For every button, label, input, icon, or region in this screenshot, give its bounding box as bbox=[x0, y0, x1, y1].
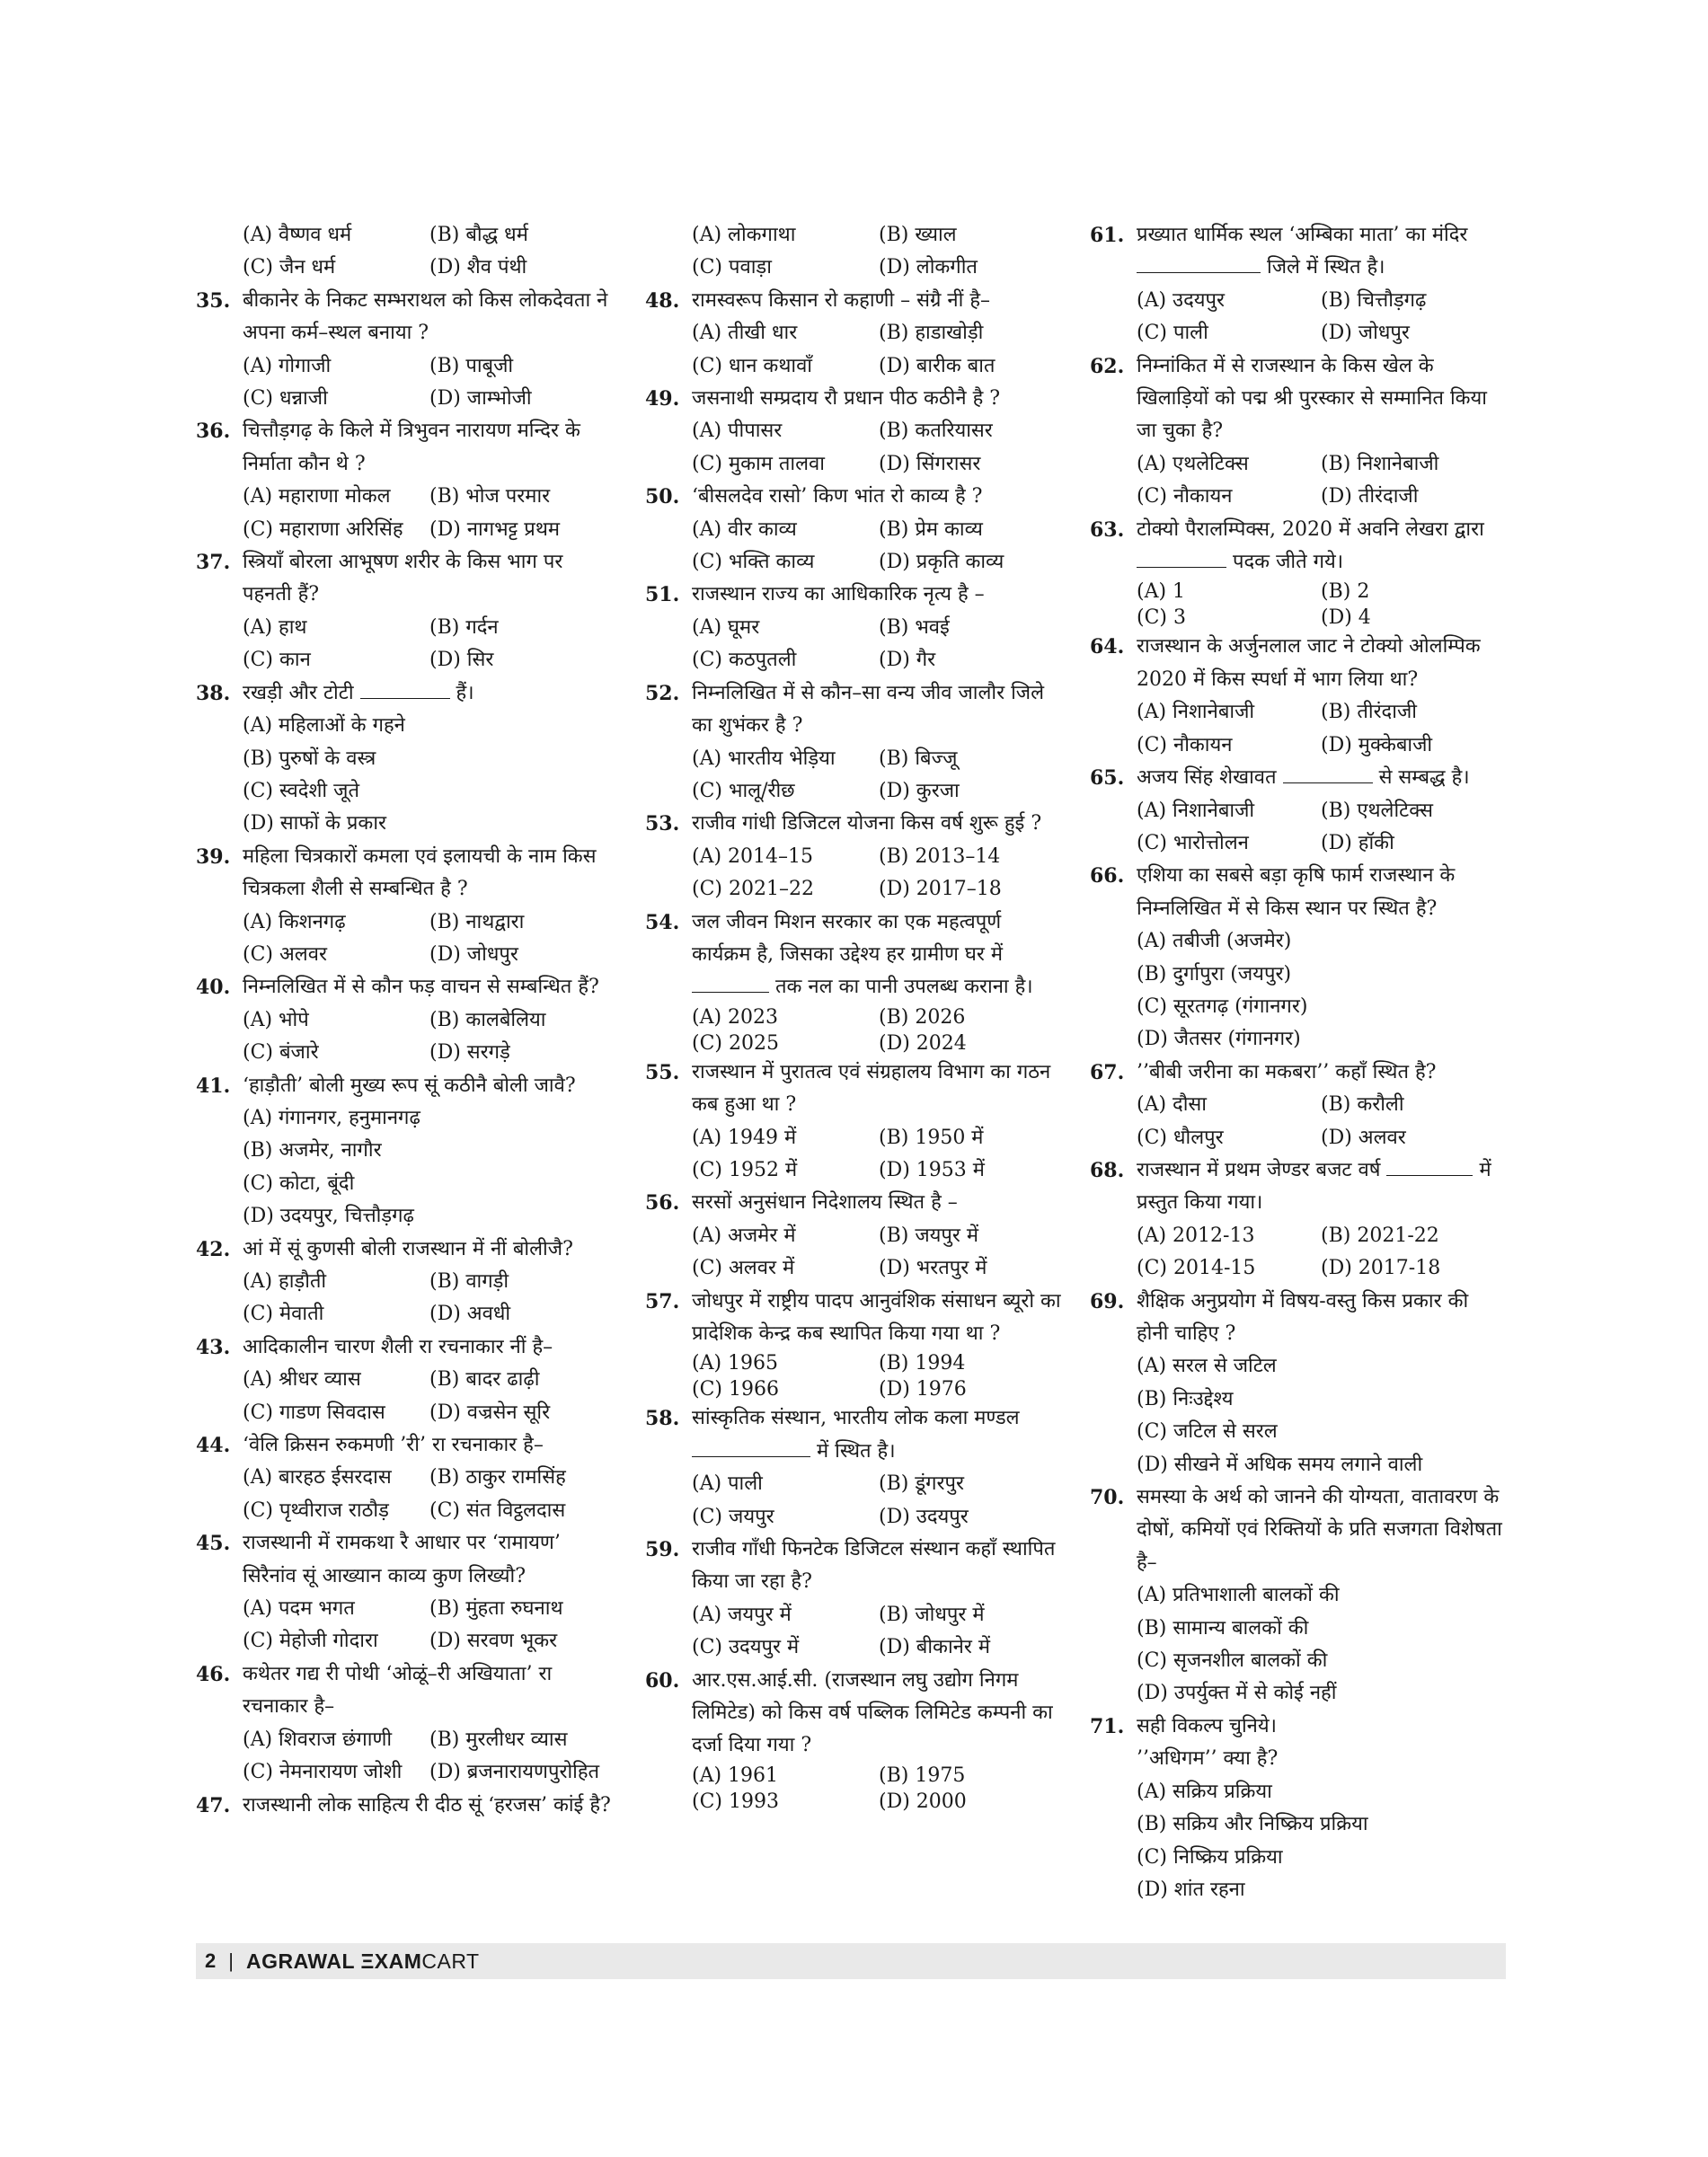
question-69: 69. शैक्षिक अनुप्रयोग में विषय-वस्तु किस प्रकार की होनी चाहिए ? (A) सरल से जटिल (B) निःउद्देश्य (C) जटिल से सरल (D) सीखने में अधिक समय लगाने वाली bbox=[1090, 1286, 1505, 1481]
option: (C) अलवर bbox=[243, 942, 327, 966]
option: (C) 3 bbox=[1137, 606, 1186, 630]
option: (B) सक्रिय और निष्क्रिय प्रक्रिया bbox=[1137, 1813, 1368, 1836]
option: (C) बंजारे bbox=[243, 1041, 319, 1065]
option: (A) महिलाओं के गहने bbox=[243, 714, 405, 738]
option: (D) 2017–18 bbox=[879, 878, 1002, 901]
option: (B) भोज परमार bbox=[429, 485, 551, 508]
question-text: आदिकालीन चारण शैली रा रचनाकार नीं है– bbox=[243, 1335, 553, 1358]
question-text: एशिया का सबसे बड़ा कृषि फार्म राजस्थान के निम्नलिखित में से किस स्थान पर स्थित है? bbox=[1137, 864, 1456, 920]
question-38: 38. रखड़ी और टोटी हैं। (A) महिलाओं के गहने (B) पुरुषों के वस्त्र (C) स्वदेशी जूते (D) साफों के प्रकार bbox=[196, 677, 616, 841]
question-48: 48. रामस्वरूप किसान रो कहाणी – संग्रै नीं है– (A) तीखी धार (B) हाडाखोड़ी (C) धान कथावाँ (D) बारीक बात bbox=[645, 285, 1066, 383]
option: (A) गोगाजी bbox=[243, 354, 332, 377]
option: (B) सामान्य बालकों की bbox=[1137, 1616, 1309, 1640]
option: (B) निःउद्देश्य bbox=[1137, 1387, 1234, 1410]
question-68: 68. राजस्थान में प्रथम जेण्डर बजट वर्ष में प्रस्तुत किया गया। (A) 2012-13 (B) 2021-22 (C) 2014-15 (D) 2017-18 bbox=[1090, 1154, 1505, 1286]
option: (A) निशानेबाजी bbox=[1137, 701, 1255, 724]
question-34-options bbox=[196, 219, 616, 285]
option: (D) शैव पंथी bbox=[429, 256, 527, 279]
question-text: टोक्यो पैरालम्पिक्स, 2020 में अवनि लेखरा द्वारा पदक जीते गये। bbox=[1137, 517, 1484, 574]
option: (C) नेमनारायण जोशी bbox=[243, 1761, 403, 1784]
option: (D) 1976 bbox=[879, 1378, 967, 1401]
option: (D) भरतपुर में bbox=[879, 1257, 987, 1280]
question-text: ‘बीसलदेव रासो’ किण भांत रो काव्य है ? bbox=[692, 485, 983, 508]
option: (A) श्रीधर व्यास bbox=[243, 1368, 361, 1392]
question-text: निम्नलिखित में से कौन–सा वन्य जीव जालौर जिले का शुभंकर है ? bbox=[692, 681, 1045, 738]
option: (D) जोधपुर bbox=[1321, 322, 1410, 345]
option: (B) 1975 bbox=[879, 1764, 966, 1787]
option: (A) हाथ bbox=[243, 615, 307, 639]
option: (D) लोकगीत bbox=[879, 256, 978, 279]
option: (B) डूंगरपुर bbox=[879, 1472, 964, 1496]
option: (B) बिज्जू bbox=[879, 747, 958, 770]
option: (D) मुक्केबाजी bbox=[1321, 733, 1433, 756]
option: (C) 2021–22 bbox=[692, 878, 814, 901]
question-42: 42. आं में सूं कुणसी बोली राजस्थान में नीं बोलीजै? (A) हाड़ौती (B) वागड़ी (C) मेवाती (D) अवधी bbox=[196, 1233, 616, 1331]
option: (C) जयपुर bbox=[692, 1505, 774, 1528]
option: (C) 1993 bbox=[692, 1790, 779, 1813]
option: (A) दौसा bbox=[1137, 1093, 1207, 1117]
option: (D) कुरजा bbox=[879, 779, 960, 802]
question-text: राजस्थान में पुरातत्व एवं संग्रहालय विभाग का गठन कब हुआ था ? bbox=[692, 1060, 1051, 1117]
option: (D) 2000 bbox=[879, 1790, 967, 1813]
option: (B) ख्याल bbox=[879, 224, 957, 246]
question-37: 37. स्त्रियाँ बोरला आभूषण शरीर के किस भाग पर पहनती हैं? (A) हाथ (B) गर्दन (C) कान (D) सिर bbox=[196, 546, 616, 677]
question-text: राजस्थान राज्य का आधिकारिक नृत्य है – bbox=[692, 583, 985, 606]
option: (B) मुरलीधर व्यास bbox=[429, 1728, 568, 1751]
option: (D) 2024 bbox=[879, 1031, 967, 1055]
option: (D) ब्रजनारायणपुरोहित bbox=[429, 1761, 600, 1784]
option: (D) जाम्भोजी bbox=[429, 387, 532, 411]
option: (D) हॉकी bbox=[1321, 831, 1394, 854]
option: (A) घूमर bbox=[692, 615, 760, 639]
option: (C) 2014-15 bbox=[1137, 1257, 1256, 1280]
option: (A) शिवराज छंगाणी bbox=[243, 1728, 393, 1751]
column-1 bbox=[196, 219, 616, 1822]
question-text: ’’बीबी जरीना का मकबरा’’ कहाँ स्थित है? bbox=[1137, 1060, 1437, 1083]
option: (A) उदयपुर bbox=[1137, 288, 1226, 312]
option: (A) पाली bbox=[692, 1472, 763, 1496]
question-text: राजस्थान के अर्जुनलाल जाट ने टोक्यो ओलम्पिक 2020 में किस स्पर्धा में भाग लिया था? bbox=[1137, 635, 1481, 691]
option: (A) वीर काव्य bbox=[692, 517, 797, 541]
option: (D) सीखने में अधिक समय लगाने वाली bbox=[1137, 1453, 1423, 1476]
option: (B) एथलेटिक्स bbox=[1321, 799, 1433, 822]
question-71: 71. सही विकल्प चुनिये। ’’अधिगम’’ क्या है? (A) सक्रिय प्रक्रिया (B) सक्रिय और निष्क्रिय प्रक्रिया (C) निष्क्रिय प्रक्रिया (D) शांत रहना bbox=[1090, 1711, 1505, 1906]
fill-blank bbox=[1137, 549, 1226, 568]
question-46: 46. कथेतर गद्य री पोथी ‘ओळूं–री अखियाता’ रा रचनाकार है– (A) शिवराज छंगाणी (B) मुरलीधर व्यास (C) नेमनारायण जोशी (D) ब्रजनारायणपुरोहित bbox=[196, 1658, 616, 1790]
option: (C) धन्नाजी bbox=[243, 387, 328, 411]
question-39: 39. महिला चित्रकारों कमला एवं इलायची के नाम किस चित्रकला शैली से सम्बन्धित है ? (A) किशनगढ़ (B) नाथद्वारा (C) अलवर (D) जोधपुर bbox=[196, 841, 616, 972]
option: (C) अलवर में bbox=[692, 1257, 795, 1280]
option: (A) किशनगढ़ bbox=[243, 910, 346, 933]
option: (A) वैष्णव धर्म bbox=[243, 224, 352, 246]
option: (A) पदम भगत bbox=[243, 1597, 355, 1621]
option: (A) जयपुर में bbox=[692, 1603, 792, 1626]
option: (D) उपर्युक्त में से कोई नहीं bbox=[1137, 1682, 1337, 1705]
question-67: 67. ’’बीबी जरीना का मकबरा’’ कहाँ स्थित है? (A) दौसा (B) करौली (C) धौलपुर (D) अलवर bbox=[1090, 1056, 1505, 1154]
option: (C) मुकाम तालवा bbox=[692, 452, 825, 475]
question-49: 49. जसनाथी सम्प्रदाय रौ प्रधान पीठ कठीनै है ? (A) पीपासर (B) कतरियासर (C) मुकाम तालवा (D) सिंगरासर bbox=[645, 383, 1066, 481]
fill-blank bbox=[360, 680, 450, 699]
option: (D) सरवण भूकर bbox=[429, 1630, 558, 1653]
option: (B) गर्दन bbox=[429, 615, 499, 639]
fill-blank bbox=[1386, 1157, 1473, 1176]
option: (B) चित्तौड़गढ़ bbox=[1321, 288, 1427, 312]
question-text: बीकानेर के निकट सम्भराथल को किस लोकदेवता ने अपना कर्म–स्थल बनाया ? bbox=[243, 288, 608, 345]
question-61: 61. प्रख्यात धार्मिक स्थल ‘अम्बिका माता’ का मंदिर जिले में स्थित है। (A) उदयपुर (B) चित्तौड़गढ़ (C) पाली (D) जोधपुर bbox=[1090, 219, 1505, 350]
question-54: 54. जल जीवन मिशन सरकार का एक महत्वपूर्ण कार्यक्रम है, जिसका उद्देश्य हर ग्रामीण घर में तक नल का पानी उपलब्ध कराना है। (A) 2023 (B) 2026 (C) 2025 (D) 2024 bbox=[645, 906, 1066, 1056]
brand-logo: AGRAWAL ΞXAMCART bbox=[245, 1949, 480, 1973]
option: (B) पुरुषों के वस्त्र bbox=[243, 747, 376, 770]
option: (D) 1953 में bbox=[879, 1158, 985, 1181]
option: (D) वज्रसेन सूरि bbox=[429, 1401, 551, 1424]
option: (C) 1966 bbox=[692, 1378, 779, 1401]
option: (C) स्वदेशी जूते bbox=[243, 779, 359, 802]
column-3 bbox=[1090, 219, 1505, 1906]
option: (B) ठाकुर रामसिंह bbox=[429, 1466, 566, 1490]
question-text: महिला चित्रकारों कमला एवं इलायची के नाम किस चित्रकला शैली से सम्बन्धित है ? bbox=[243, 844, 597, 901]
option: (B) 1994 bbox=[879, 1352, 966, 1375]
question-text: सरसों अनुसंधान निदेशालय स्थित है – bbox=[692, 1191, 958, 1215]
option: (B) 2026 bbox=[879, 1005, 966, 1029]
option: (C) पाली bbox=[1137, 322, 1208, 345]
option: (B) करौली bbox=[1321, 1093, 1404, 1117]
question-64: 64. राजस्थान के अर्जुनलाल जाट ने टोक्यो ओलम्पिक 2020 में किस स्पर्धा में भाग लिया था? (A) निशानेबाजी (B) तीरंदाजी (C) नौकायन (D) मुक्केबाजी bbox=[1090, 631, 1505, 762]
question-text: रामस्वरूप किसान रो कहाणी – संग्रै नीं है– bbox=[692, 288, 991, 312]
option: (D) जैतसर (गंगानगर) bbox=[1137, 1028, 1301, 1051]
option: (B) बादर ढाढ़ी bbox=[429, 1368, 540, 1392]
option: (B) तीरंदाजी bbox=[1321, 701, 1417, 724]
option: (C) जैन धर्म bbox=[243, 256, 336, 279]
option: (C) संत विट्ठलदास bbox=[429, 1498, 566, 1522]
option: (C) पृथ्वीराज राठौड़ bbox=[243, 1498, 389, 1522]
option: (B) अजमेर, नागौर bbox=[243, 1139, 382, 1162]
option: (B) वागड़ी bbox=[429, 1270, 509, 1293]
option: (C) भालू/रीछ bbox=[692, 779, 795, 802]
question-62: 62. निम्नांकित में से राजस्थान के किस खेल के खिलाड़ियों को पद्म श्री पुरस्कार से सम्मानित किया जा चुका है? (A) एथलेटिक्स (B) निशानेबाजी (C) नौकायन (D) तीरंदाजी bbox=[1090, 350, 1505, 514]
page-footer bbox=[196, 1943, 1506, 1979]
question-text: समस्या के अर्थ को जानने की योग्यता, वातावरण के दोषों, कमियों एवं रिक्तियों के प्रति सजगता विशेषता है– bbox=[1137, 1486, 1502, 1574]
question-65: 65. अजय सिंह शेखावत से सम्बद्ध है। (A) निशानेबाजी (B) एथलेटिक्स (C) भारोत्तोलन (D) हॉकी bbox=[1090, 762, 1505, 860]
option: (C) नौकायन bbox=[1137, 485, 1233, 508]
option: (C) महाराणा अरिसिंह bbox=[243, 517, 403, 541]
question-63: 63. टोक्यो पैरालम्पिक्स, 2020 में अवनि लेखरा द्वारा पदक जीते गये। (A) 1 (B) 2 (C) 3 (D) 4 bbox=[1090, 514, 1505, 632]
question-text: सही विकल्प चुनिये। ’’अधिगम’’ क्या है? bbox=[1137, 1714, 1279, 1771]
question-text: आर.एस.आई.सी. (राजस्थान लघु उद्योग निगम लिमिटेड) को किस वर्ष पब्लिक लिमिटेड कम्पनी का दर्जा दिया गया ? bbox=[692, 1668, 1053, 1757]
option: (D) सिंगरासर bbox=[879, 452, 981, 475]
option: (A) 1 bbox=[1137, 580, 1186, 604]
option: (C) मेवाती bbox=[243, 1303, 324, 1326]
question-55: 55. राजस्थान में पुरातत्व एवं संग्रहालय विभाग का गठन कब हुआ था ? (A) 1949 में (B) 1950 में (C) 1952 में (D) 1953 में bbox=[645, 1056, 1066, 1188]
question-60: 60. आर.एस.आई.सी. (राजस्थान लघु उद्योग निगम लिमिटेड) को किस वर्ष पब्लिक लिमिटेड कम्पनी का दर्जा दिया गया ? (A) 1961 (B) 1975 (C) 1993 (D) 2000 bbox=[645, 1665, 1066, 1815]
fill-blank bbox=[692, 1438, 810, 1457]
question-text: कथेतर गद्य री पोथी ‘ओळूं–री अखियाता’ रा रचनाकार है– bbox=[243, 1662, 553, 1719]
option: (A) प्रतिभाशाली बालकों की bbox=[1137, 1584, 1340, 1607]
question-59: 59. राजीव गाँधी फिनटेक डिजिटल संस्थान कहाँ स्थापित किया जा रहा है? (A) जयपुर में (B) जोधपुर में (C) उदयपुर में (D) बीकानेर में bbox=[645, 1534, 1066, 1665]
question-text: प्रख्यात धार्मिक स्थल ‘अम्बिका माता’ का मंदिर जिले में स्थित है। bbox=[1137, 224, 1468, 279]
option: (D) नागभट्ट प्रथम bbox=[429, 517, 561, 541]
option: (B) हाडाखोड़ी bbox=[879, 322, 984, 345]
option: (B) निशानेबाजी bbox=[1321, 452, 1439, 475]
question-text: आं में सूं कुणसी बोली राजस्थान में नीं बोलीजै? bbox=[243, 1237, 573, 1260]
option: (C) जटिल से सरल bbox=[1137, 1420, 1278, 1444]
option: (D) अलवर bbox=[1321, 1126, 1406, 1149]
option: (A) अजमेर में bbox=[692, 1224, 796, 1247]
option: (A) पीपासर bbox=[692, 420, 783, 443]
option: (D) सरगड़े bbox=[429, 1041, 510, 1065]
option: (D) तीरंदाजी bbox=[1321, 485, 1419, 508]
option: (C) कान bbox=[243, 649, 311, 672]
question-44: 44. ‘वेलि क्रिसन रुकमणी ’री’ रा रचनाकार है– (A) बारहठ ईसरदास (B) ठाकुर रामसिंह (C) पृथ्वीराज राठौड़ (C) संत विट्ठलदास bbox=[196, 1429, 616, 1527]
option: (A) एथलेटिक्स bbox=[1137, 452, 1249, 475]
footer-separator: | bbox=[228, 1949, 234, 1972]
option: (A) बारहठ ईसरदास bbox=[243, 1466, 392, 1490]
option: (B) जोधपुर में bbox=[879, 1603, 985, 1626]
option: (C) पवाड़ा bbox=[692, 256, 772, 279]
question-43: 43. आदिकालीन चारण शैली रा रचनाकार नीं है– (A) श्रीधर व्यास (B) बादर ढाढ़ी (C) गाडण सिवदास (D) वज्रसेन सूरि bbox=[196, 1331, 616, 1429]
option: (D) बारीक बात bbox=[879, 354, 996, 377]
question-45: 45. राजस्थानी में रामकथा रै आधार पर ‘रामायण’ सिरैनांव सूं आख्यान काव्य कुण लिख्यौ? (A) पदम भगत (B) मुंहता रुघनाथ (C) मेहोजी गोदारा (D) सरवण भूकर bbox=[196, 1527, 616, 1658]
question-47: 47. राजस्थानी लोक साहित्य री दीठ सूं ‘हरजस’ कांई है? bbox=[196, 1790, 616, 1822]
option: (A) निशानेबाजी bbox=[1137, 799, 1255, 822]
question-text: जल जीवन मिशन सरकार का एक महत्वपूर्ण कार्यक्रम है, जिसका उद्देश्य हर ग्रामीण घर में तक नल का पानी उपलब्ध कराना है। bbox=[692, 910, 1033, 999]
question-text: अजय सिंह शेखावत से सम्बद्ध है। bbox=[1137, 766, 1470, 790]
question-text: निम्नांकित में से राजस्थान के किस खेल के खिलाड़ियों को पद्म श्री पुरस्कार से सम्मानित किया जा चुका है? bbox=[1137, 354, 1487, 443]
option: (A) हाड़ौती bbox=[243, 1270, 327, 1293]
option: (B) 2013–14 bbox=[879, 844, 1001, 868]
option: (A) 2012-13 bbox=[1137, 1224, 1255, 1247]
question-text: राजीव गांधी डिजिटल योजना किस वर्ष शुरू हुई ? bbox=[692, 812, 1042, 835]
question-57: 57. जोधपुर में राष्ट्रीय पादप आनुवंशिक संसाधन ब्यूरो का प्रादेशिक केन्द्र कब स्थापित किया गया था ? (A) 1965 (B) 1994 (C) 1966 (D) 1976 bbox=[645, 1286, 1066, 1403]
question-text: ‘वेलि क्रिसन रुकमणी ’री’ रा रचनाकार है– bbox=[243, 1434, 544, 1457]
fill-blank bbox=[692, 974, 769, 993]
option: (A) भारतीय भेड़िया bbox=[692, 747, 836, 770]
question-text: राजीव गाँधी फिनटेक डिजिटल संस्थान कहाँ स्थापित किया जा रहा है? bbox=[692, 1538, 1056, 1594]
option: (A) सरल से जटिल bbox=[1137, 1355, 1277, 1378]
option: (A) सक्रिय प्रक्रिया bbox=[1137, 1780, 1272, 1803]
option: (D) उदयपुर bbox=[879, 1505, 969, 1528]
option: (A) 2023 bbox=[692, 1005, 779, 1029]
option: (A) 1961 bbox=[692, 1764, 779, 1787]
option: (D) प्रकृति काव्य bbox=[879, 551, 1004, 574]
question-70: 70. समस्या के अर्थ को जानने की योग्यता, वातावरण के दोषों, कमियों एवं रिक्तियों के प्रति सजगता विशेषता है– (A) प्रतिभाशाली बालकों की (B) सामान्य बालकों की (C) सृजनशील बालकों की (D) उपर्युक्त में से कोई नहीं bbox=[1090, 1481, 1505, 1711]
option: (C) 2025 bbox=[692, 1031, 779, 1055]
option: (D) बीकानेर में bbox=[879, 1636, 991, 1659]
option: (B) 2 bbox=[1321, 580, 1370, 604]
option: (D) उदयपुर, चित्तौड़गढ़ bbox=[243, 1205, 414, 1228]
question-text: शैक्षिक अनुप्रयोग में विषय-वस्तु किस प्रकार की होनी चाहिए ? bbox=[1137, 1289, 1469, 1345]
question-50: 50. ‘बीसलदेव रासो’ किण भांत रो काव्य है ? (A) वीर काव्य (B) प्रेम काव्य (C) भक्ति काव्य (D) प्रकृति काव्य bbox=[645, 481, 1066, 579]
option: (C) गाडण सिवदास bbox=[243, 1401, 385, 1424]
question-text: स्त्रियाँ बोरला आभूषण शरीर के किस भाग पर पहनती हैं? bbox=[243, 551, 563, 606]
option: (D) साफों के प्रकार bbox=[243, 812, 387, 835]
option: (A) तीखी धार bbox=[692, 322, 798, 345]
option: (A) लोकगाथा bbox=[692, 224, 796, 246]
question-58: 58. सांस्कृतिक संस्थान, भारतीय लोक कला मण्डल में स्थित है। (A) पाली (B) डूंगरपुर (C) जयपुर (D) उदयपुर bbox=[645, 1402, 1066, 1534]
option: (B) जयपुर में bbox=[879, 1224, 979, 1247]
question-56: 56. सरसों अनुसंधान निदेशालय स्थित है – (A) अजमेर में (B) जयपुर में (C) अलवर में (D) भरतपुर में bbox=[645, 1187, 1066, 1285]
option: (A) गंगानगर, हनुमानगढ़ bbox=[243, 1106, 420, 1129]
option: (C) मेहोजी गोदारा bbox=[243, 1630, 378, 1653]
option: (A) महाराणा मोकल bbox=[243, 485, 391, 508]
question-text: राजस्थानी लोक साहित्य री दीठ सूं ‘हरजस’ कांई है? bbox=[243, 1793, 611, 1817]
question-41: 41. ‘हाड़ौती’ बोली मुख्य रूप सूं कठीनै बोली जावै? (A) गंगानगर, हनुमानगढ़ (B) अजमेर, नागौर (C) कोटा, बूंदी (D) उदयपुर, चित्तौड़गढ़ bbox=[196, 1070, 616, 1233]
option: (D) जोधपुर bbox=[429, 942, 518, 966]
option: (C) निष्क्रिय प्रक्रिया bbox=[1137, 1845, 1283, 1869]
question-51: 51. राजस्थान राज्य का आधिकारिक नृत्य है – (A) घूमर (B) भवई (C) कठपुतली (D) गैर bbox=[645, 579, 1066, 676]
option: (B) 1950 में bbox=[879, 1126, 984, 1149]
option: (C) कठपुतली bbox=[692, 649, 797, 672]
question-47-options bbox=[645, 219, 1066, 285]
question-35: 35. बीकानेर के निकट सम्भराथल को किस लोकदेवता ने अपना कर्म–स्थल बनाया ? (A) गोगाजी (B) पाबूजी (C) धन्नाजी (D) जाम्भोजी bbox=[196, 285, 616, 416]
question-53: 53. राजीव गांधी डिजिटल योजना किस वर्ष शुरू हुई ? (A) 2014–15 (B) 2013–14 (C) 2021–22 (D) 2017–18 bbox=[645, 808, 1066, 906]
option: (A) भोपे bbox=[243, 1008, 309, 1031]
option: (D) शांत रहना bbox=[1137, 1878, 1245, 1901]
question-40: 40. निम्नलिखित में से कौन फड़ वाचन से सम्बन्धित हैं? (A) भोपे (B) कालबेलिया (C) बंजारे (D) सरगड़े bbox=[196, 971, 616, 1069]
option: (C) कोटा, बूंदी bbox=[243, 1171, 355, 1195]
option: (B) मुंहता रुघनाथ bbox=[429, 1597, 563, 1621]
question-text: निम्नलिखित में से कौन फड़ वाचन से सम्बन्धित हैं? bbox=[243, 976, 599, 999]
option: (D) गैर bbox=[879, 649, 936, 672]
option: (D) 2017-18 bbox=[1321, 1257, 1441, 1280]
option: (B) दुर्गापुरा (जयपुर) bbox=[1137, 962, 1292, 986]
option: (C) धान कथावाँ bbox=[692, 354, 813, 377]
option: (C) नौकायन bbox=[1137, 733, 1233, 756]
option: (C) उदयपुर में bbox=[692, 1636, 800, 1659]
option: (B) कतरियासर bbox=[879, 420, 993, 443]
option: (B) प्रेम काव्य bbox=[879, 517, 983, 541]
question-36: 36. चित्तौड़गढ़ के किले में त्रिभुवन नारायण मन्दिर के निर्माता कौन थे ? (A) महाराणा मोकल (B) भोज परमार (C) महाराणा अरिसिंह (D) नागभट्ट प्रथम bbox=[196, 415, 616, 546]
question-text: जोधपुर में राष्ट्रीय पादप आनुवंशिक संसाधन ब्यूरो का प्रादेशिक केन्द्र कब स्थापित किया गया था ? bbox=[692, 1289, 1061, 1345]
column-2 bbox=[645, 219, 1066, 1815]
option: (D) सिर bbox=[429, 649, 494, 672]
option: (B) बौद्ध धर्म bbox=[429, 224, 528, 246]
option: (A) 1965 bbox=[692, 1352, 779, 1375]
option: (A) 1949 में bbox=[692, 1126, 797, 1149]
question-66: 66. एशिया का सबसे बड़ा कृषि फार्म राजस्थान के निम्नलिखित में से किस स्थान पर स्थित है? (A) तबीजी (अजमेर) (B) दुर्गापुरा (जयपुर) (C) सूरतगढ़ (गंगानगर) (D) जैतसर (गंगानगर) bbox=[1090, 860, 1505, 1056]
option: (C) भारोत्तोलन bbox=[1137, 831, 1249, 854]
option: (C) 1952 में bbox=[692, 1158, 798, 1181]
option: (B) पाबूजी bbox=[429, 354, 514, 377]
option: (B) भवई bbox=[879, 615, 950, 639]
question-text: सांस्कृतिक संस्थान, भारतीय लोक कला मण्डल में स्थित है। bbox=[692, 1407, 1020, 1463]
option: (C) धौलपुर bbox=[1137, 1126, 1224, 1149]
question-text: जसनाथी सम्प्रदाय रौ प्रधान पीठ कठीनै है ? bbox=[692, 387, 1001, 411]
question-text: चित्तौड़गढ़ के किले में त्रिभुवन नारायण मन्दिर के निर्माता कौन थे ? bbox=[243, 420, 580, 475]
option: (D) अवधी bbox=[429, 1303, 511, 1326]
question-text: राजस्थानी में रामकथा रै आधार पर ‘रामायण’ सिरैनांव सूं आख्यान काव्य कुण लिख्यौ? bbox=[243, 1532, 561, 1587]
question-text: ‘हाड़ौती’ बोली मुख्य रूप सूं कठीनै बोली जावै? bbox=[243, 1074, 576, 1097]
option: (B) नाथद्वारा bbox=[429, 910, 525, 933]
page-number: 2 bbox=[205, 1949, 217, 1972]
question-text: रखड़ी और टोटी हैं। bbox=[243, 681, 474, 704]
question-52: 52. निम्नलिखित में से कौन–सा वन्य जीव जालौर जिले का शुभंकर है ? (A) भारतीय भेड़िया (B) बिज्जू (C) भालू/रीछ (D) कुरजा bbox=[645, 677, 1066, 809]
option: (C) सृजनशील बालकों की bbox=[1137, 1649, 1328, 1673]
option: (A) 2014–15 bbox=[692, 844, 814, 868]
option: (B) कालबेलिया bbox=[429, 1008, 546, 1031]
fill-blank bbox=[1137, 254, 1261, 273]
option: (D) 4 bbox=[1321, 606, 1371, 630]
option: (C) भक्ति काव्य bbox=[692, 551, 815, 574]
option: (A) तबीजी (अजमेर) bbox=[1137, 930, 1292, 953]
option: (C) सूरतगढ़ (गंगानगर) bbox=[1137, 995, 1308, 1018]
option: (B) 2021-22 bbox=[1321, 1224, 1439, 1247]
fill-blank bbox=[1283, 765, 1373, 783]
question-text: राजस्थान में प्रथम जेण्डर बजट वर्ष में प्रस्तुत किया गया। bbox=[1137, 1158, 1491, 1215]
